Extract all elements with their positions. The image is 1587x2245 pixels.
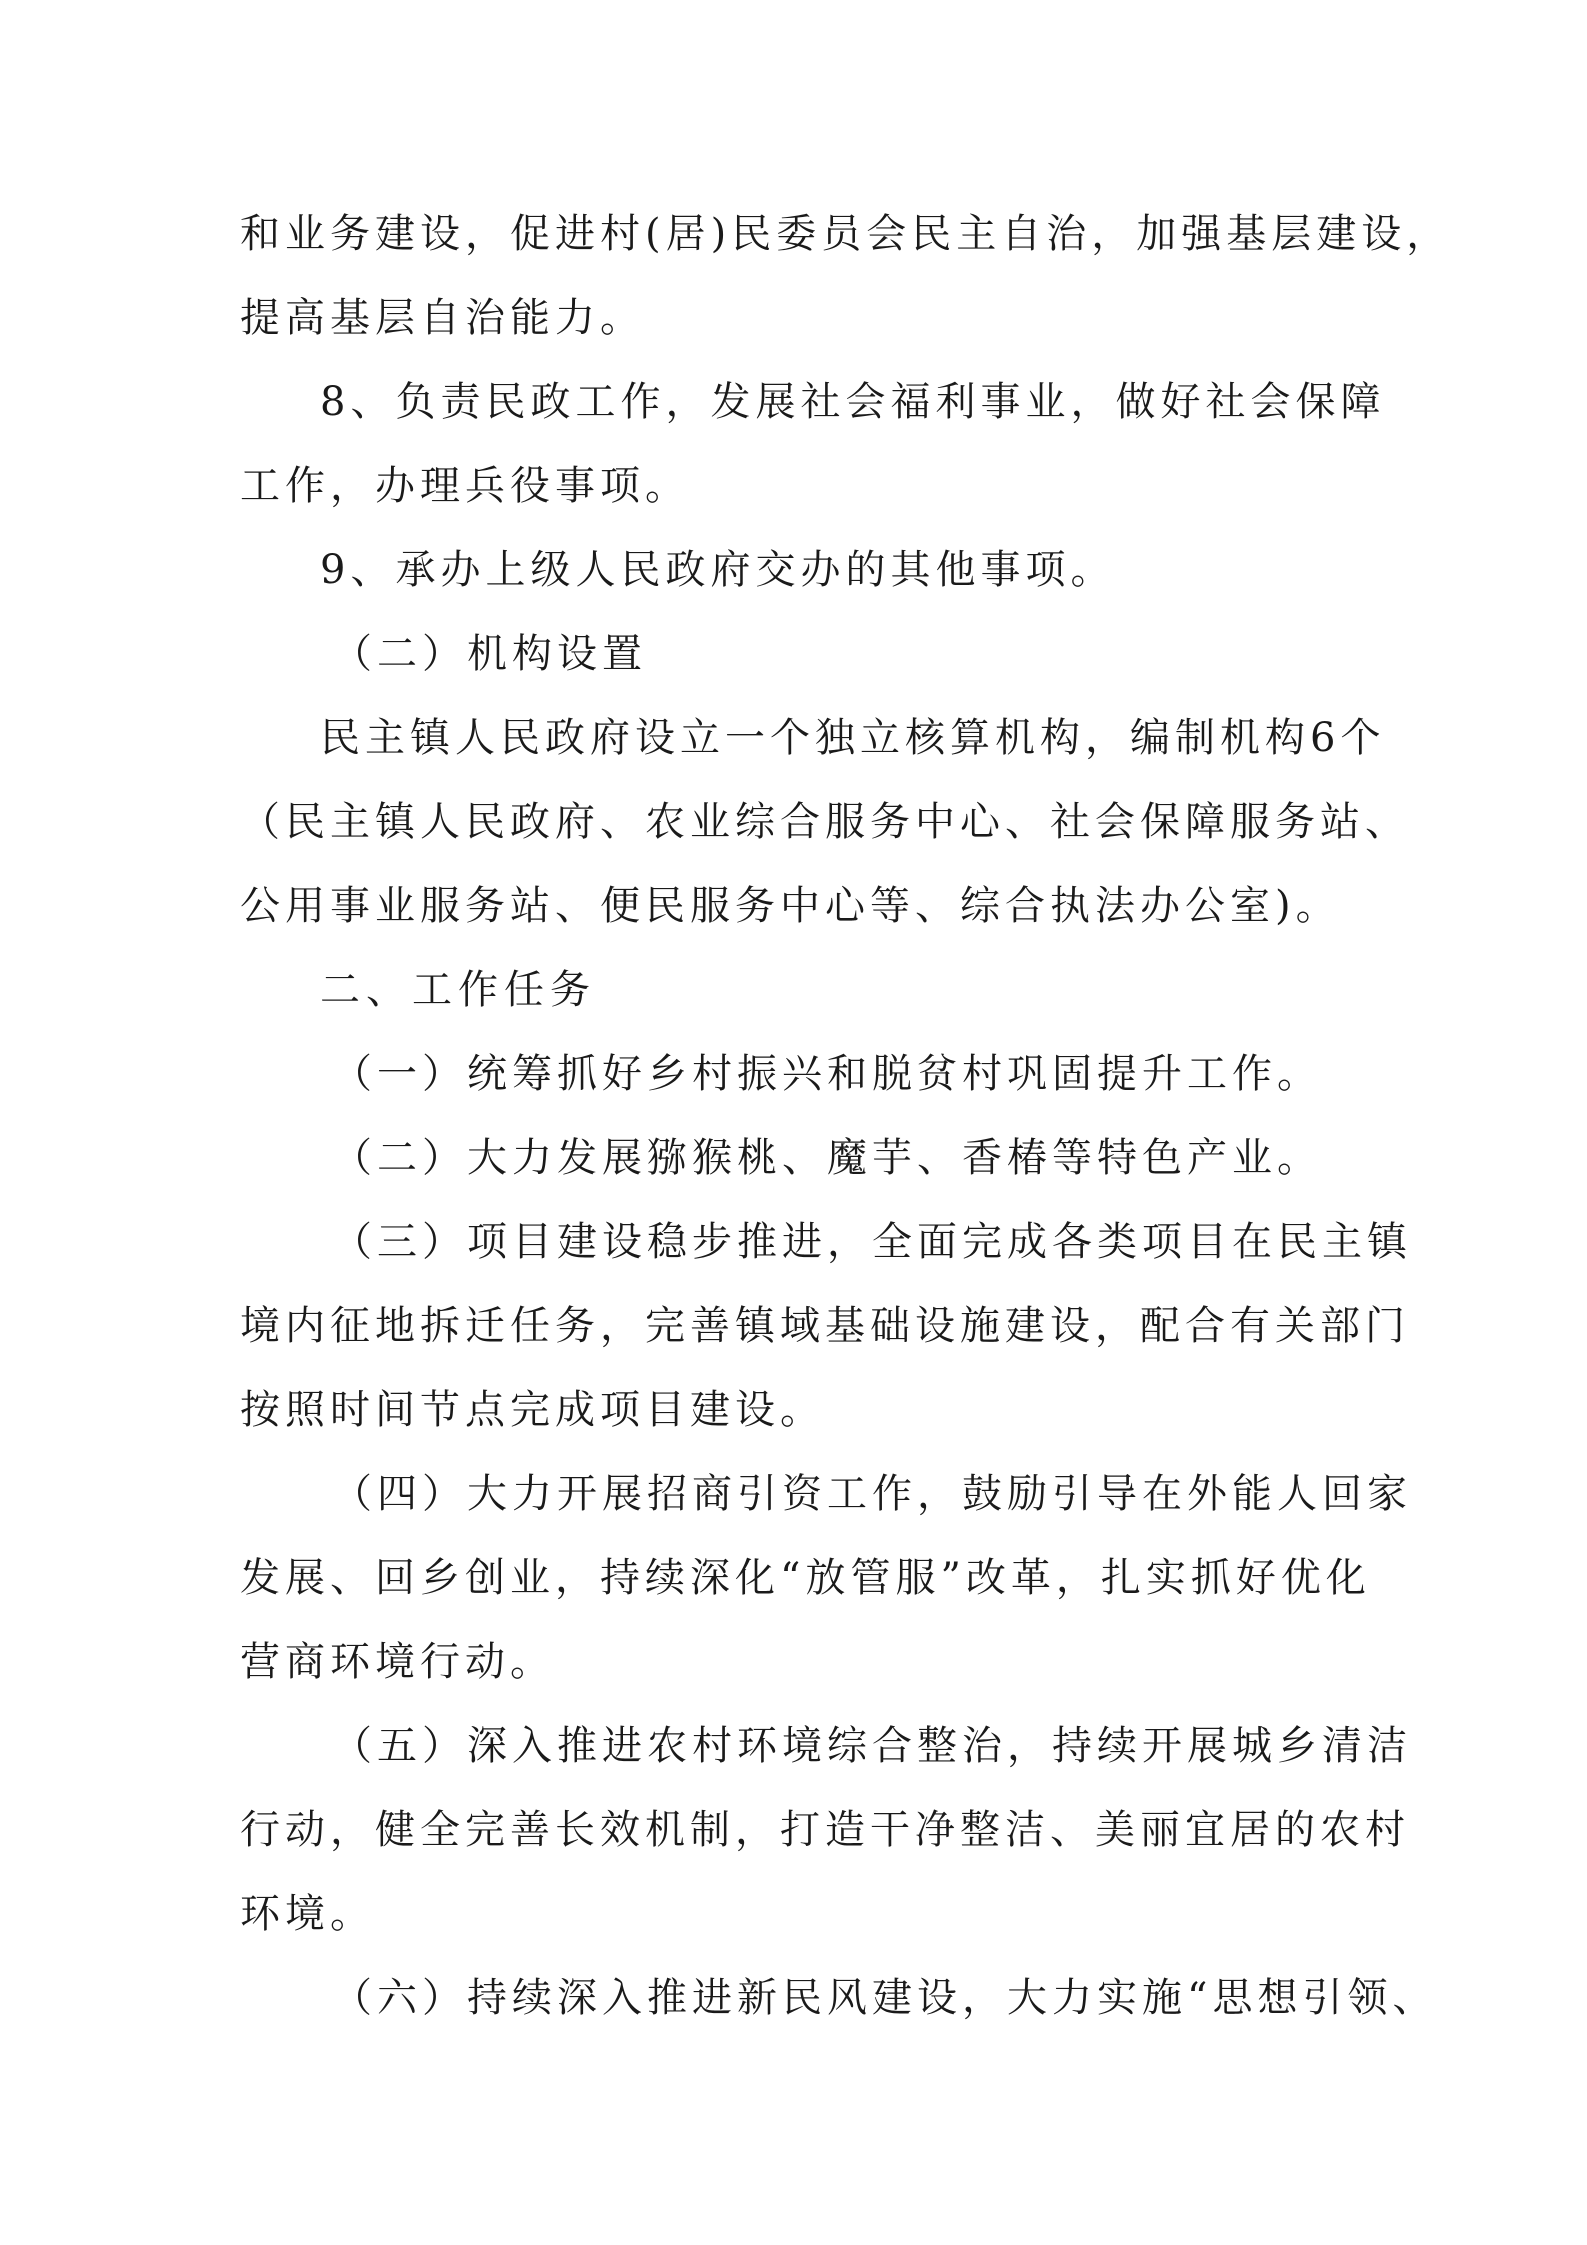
text-line: 按照时间节点完成项目建设。 <box>240 1387 825 1433</box>
list-item-8: 8、负责民政工作，发展社会福利事业，做好社会保障 <box>320 379 1386 425</box>
section-heading: 二、工作任务 <box>320 967 596 1013</box>
task-item-6: （六）持续深入推进新民风建设，大力实施“思想引领、 <box>332 1975 1438 2021</box>
section-subheading: （二）机构设置 <box>332 631 647 677</box>
text-line: 行动，健全完善长效机制，打造干净整洁、美丽宜居的农村 <box>240 1807 1410 1853</box>
text-line: 公用事业服务站、便民服务中心等、综合执法办公室)。 <box>240 883 1341 929</box>
text-line: 营商环境行动。 <box>240 1639 555 1685</box>
text-line: 环境。 <box>240 1891 375 1937</box>
task-item-5: （五）深入推进农村环境综合整治，持续开展城乡清洁 <box>332 1723 1412 1769</box>
paragraph-line: 民主镇人民政府设立一个独立核算机构，编制机构6个 <box>320 715 1386 761</box>
text-line: （民主镇人民政府、农业综合服务中心、社会保障服务站、 <box>240 799 1410 845</box>
text-line: 发展、回乡创业，持续深化“放管服”改革，扎实抓好优化 <box>240 1555 1371 1601</box>
text-line: 工作，办理兵役事项。 <box>240 463 690 509</box>
text-line: 提高基层自治能力。 <box>240 295 645 341</box>
task-item-2: （二）大力发展猕猴桃、魔芋、香椿等特色产业。 <box>332 1135 1322 1181</box>
text-line: 境内征地拆迁任务，完善镇域基础设施建设，配合有关部门 <box>240 1303 1410 1349</box>
task-item-3: （三）项目建设稳步推进，全面完成各类项目在民主镇 <box>332 1219 1412 1265</box>
text-line: 和业务建设，促进村(居)民委员会民主自治，加强基层建设， <box>240 211 1452 257</box>
task-item-4: （四）大力开展招商引资工作，鼓励引导在外能人回家 <box>332 1471 1412 1517</box>
task-item-1: （一）统筹抓好乡村振兴和脱贫村巩固提升工作。 <box>332 1051 1322 1097</box>
list-item-9: 9、承办上级人民政府交办的其他事项。 <box>320 547 1116 593</box>
